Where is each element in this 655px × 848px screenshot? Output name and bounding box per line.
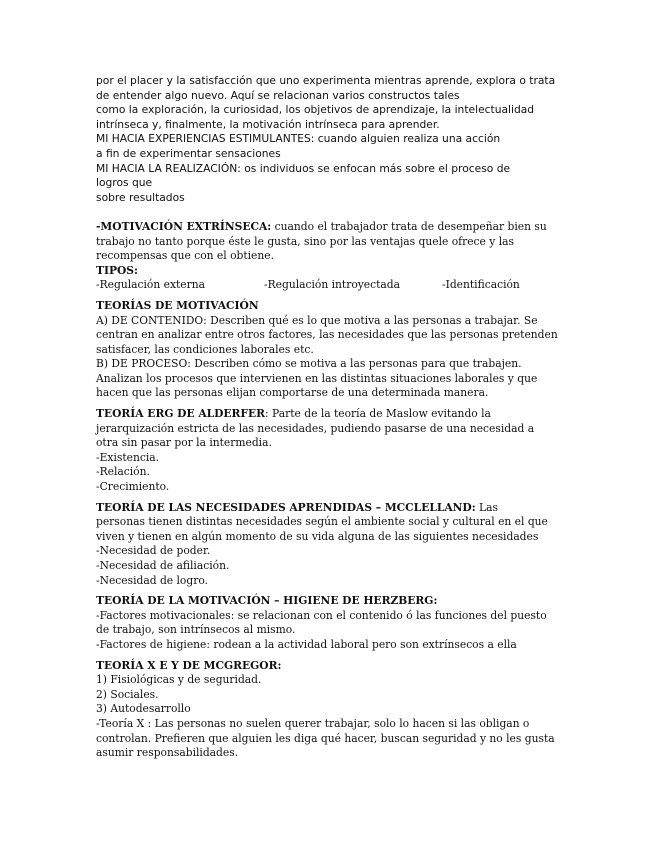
text-line: B) DE PROCESO: Describen cómo se motiva a las personas para que trabajen. <box>96 357 522 371</box>
text-line: de trabajo, son intrínsecos al mismo. <box>96 623 296 637</box>
text-line: como la exploración, la curiosidad, los objetivos de aprendizaje, la intelectualidad <box>96 103 535 117</box>
text-line: intrínseca y, finalmente, la motivación intrínseca para aprender. <box>96 117 440 131</box>
extrinseca-text: cuando el trabajador trata de desempeñar bien su <box>271 219 547 233</box>
list-item: -Necesidad de poder. <box>96 544 211 558</box>
mcclelland-first-line: Las <box>475 500 499 514</box>
text-line: otra sin pasar por la intermedia. <box>96 436 272 450</box>
tipos-list <box>96 278 566 293</box>
erg-first-line: : Parte de la teoría de Maslow evitando la <box>265 407 491 421</box>
text-line: jerarquización estricta de las necesidades, pudiendo pasarse de una necesidad a <box>96 421 535 435</box>
list-item: 1) Fisiológicas y de seguridad. <box>96 673 262 687</box>
text-line: de entender algo nuevo. Aquí se relacionan varios constructos tales <box>96 88 460 102</box>
intro-section <box>96 74 566 205</box>
tipo-item: -Identificación <box>442 278 520 292</box>
text-line: por el placer y la satisfacción que uno experimenta mientras aprende, explora o trata <box>96 74 556 87</box>
herzberg-section <box>96 594 566 652</box>
list-item: -Crecimiento. <box>96 480 170 494</box>
text-line: A) DE CONTENIDO: Describen qué es lo que motiva a las personas a trabajar. Se <box>96 313 538 327</box>
list-item: 2) Sociales. <box>96 687 159 701</box>
text-line: -Factores de higiene: rodean a la actividad laboral pero son extrínsecos a ella <box>96 637 517 651</box>
text-line: -Teoría X : Las personas no suelen querer trabajar, solo lo hacen si las obligan o <box>96 716 530 730</box>
text-line: centran en analizar entre otros factores, las necesidades que las personas pretenden <box>96 328 558 342</box>
text-line <box>96 220 566 235</box>
list-item: -Necesidad de logro. <box>96 573 208 587</box>
text-line: viven y tienen en algún momento de su vida alguna de las siguientes necesidades <box>96 529 539 543</box>
teorias-section <box>96 299 566 401</box>
text-line: MI HACIA LA REALIZACIÓN: os individuos se enfocan más sobre el proceso de <box>96 161 511 175</box>
text-line: recompensas que con el obtiene. <box>96 249 274 263</box>
list-item: -Relación. <box>96 465 150 479</box>
document-page <box>96 74 566 761</box>
section-heading: TEORÍAS DE MOTIVACIÓN <box>96 298 259 312</box>
text-line <box>96 501 566 516</box>
list-item: -Existencia. <box>96 450 160 464</box>
tipo-item: -Regulación externa <box>96 278 205 292</box>
mcclelland-section <box>96 501 566 589</box>
text-line: a fin de experimentar sensaciones <box>96 146 281 160</box>
text-line: controlan. Prefieren que alguien les diga qué hacer, buscan seguridad y no les gusta <box>96 731 555 745</box>
text-line: logros que <box>96 176 153 190</box>
extrinseca-label: -MOTIVACIÓN EXTRÍNSECA: <box>96 219 272 233</box>
text-line: Analizan los procesos que intervienen en las distintas situaciones laborales y que <box>96 371 538 385</box>
text-line: sobre resultados <box>96 190 185 204</box>
tipos-title: TIPOS: <box>96 263 138 277</box>
section-heading: TEORÍA DE LA MOTIVACIÓN – HIGIENE DE HERZBERG: <box>96 594 438 608</box>
list-item: -Necesidad de afiliación. <box>96 559 230 572</box>
text-line: asumir responsabilidades. <box>96 746 239 760</box>
erg-section <box>96 407 566 495</box>
tipo-item: -Regulación introyectada <box>264 278 400 292</box>
extrinseca-section <box>96 220 566 293</box>
section-heading: TEORÍA DE LAS NECESIDADES APRENDIDAS – MCCLELLAND: <box>96 500 476 514</box>
text-line: personas tienen distintas necesidades según el ambiente social y cultural en el que <box>96 515 548 529</box>
text-line: MI HACIA EXPERIENCIAS ESTIMULANTES: cuando alguien realiza una acción <box>96 132 501 146</box>
text-line: -Factores motivacionales: se relacionan con el contenido ó las funciones del puesto <box>96 608 547 622</box>
mcgregor-section <box>96 659 566 761</box>
text-line: hacen que las personas elijan comportarse de una determinada manera. <box>96 386 489 400</box>
text-line: trabajo no tanto porque éste le gusta, sino por las ventajas quele ofrece y las <box>96 234 514 248</box>
text-line: satisfacer, las condiciones laborales etc. <box>96 342 314 356</box>
section-heading: TEORÍA X E Y DE MCGREGOR: <box>96 658 282 672</box>
list-item: 3) Autodesarrollo <box>96 702 191 716</box>
section-heading: TEORÍA ERG DE ALDERFER <box>96 407 266 421</box>
text-line <box>96 407 566 422</box>
